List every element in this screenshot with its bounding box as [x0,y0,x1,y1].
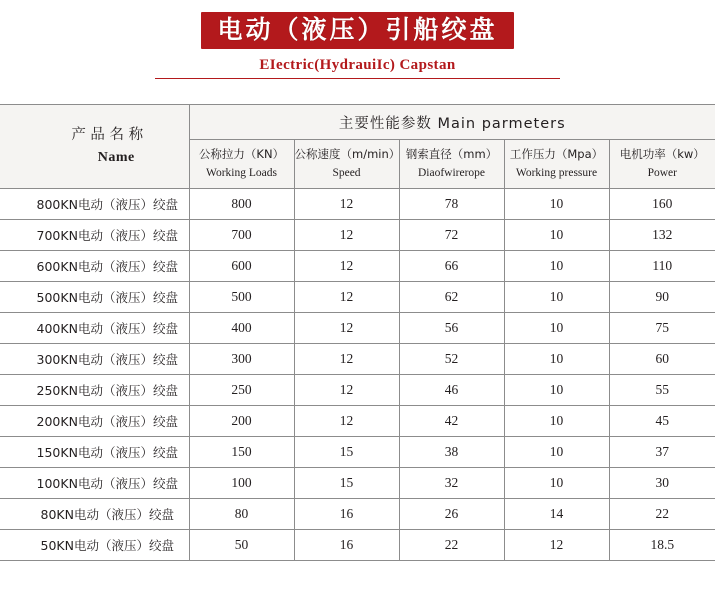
cell-power: 30 [609,468,715,499]
cell-power: 22 [609,499,715,530]
table-row [0,189,715,220]
cell-working-pressure: 10 [504,189,609,220]
cell-product-name: 700KN电动（液压）绞盘 [0,220,189,251]
page-bottom-margin [0,572,715,590]
column-header-wire-diameter-en: Diaofwirerope [417,167,486,179]
cell-working-pressure: 10 [504,282,609,313]
column-header-wire-diameter-cn: 钢索直径（mm） [405,147,498,162]
table-row [0,437,715,468]
cell-wire-diameter: 42 [399,406,504,437]
column-header-name-en: Name [97,149,135,165]
cell-product-name: 300KN电动（液压）绞盘 [0,344,189,375]
cell-product-name: 80KN电动（液压）绞盘 [0,499,189,530]
cell-speed: 12 [294,189,399,220]
cell-working-loads: 300 [189,344,294,375]
cell-working-loads: 50 [189,530,294,561]
table-row [0,251,715,282]
column-header-working-pressure-cn: 工作压力（Mpa） [509,147,604,162]
cell-working-pressure: 10 [504,437,609,468]
cell-wire-diameter: 62 [399,282,504,313]
table-row [0,282,715,313]
cell-working-pressure: 14 [504,499,609,530]
cell-working-pressure: 10 [504,468,609,499]
cell-power: 110 [609,251,715,282]
table-body [0,189,715,561]
cell-wire-diameter: 56 [399,313,504,344]
cell-speed: 16 [294,499,399,530]
cell-product-name: 500KN电动（液压）绞盘 [0,282,189,313]
column-header-speed-cn: 公称速度（m/min） [294,147,401,162]
table-row [0,530,715,561]
title-block [0,0,715,79]
cell-wire-diameter: 52 [399,344,504,375]
cell-working-pressure: 10 [504,251,609,282]
cell-working-pressure: 10 [504,375,609,406]
column-header-speed-en: Speed [332,167,361,179]
cell-working-loads: 400 [189,313,294,344]
cell-power: 160 [609,189,715,220]
cell-power: 37 [609,437,715,468]
table-row [0,406,715,437]
column-header-working-pressure [504,140,609,189]
column-header-speed [294,140,399,189]
column-header-name [0,105,189,189]
cell-speed: 15 [294,437,399,468]
cell-wire-diameter: 38 [399,437,504,468]
column-header-working-pressure-en: Working pressure [515,167,598,179]
cell-working-loads: 700 [189,220,294,251]
table-row [0,220,715,251]
table-row [0,499,715,530]
cell-power: 60 [609,344,715,375]
cell-product-name: 200KN电动（液压）绞盘 [0,406,189,437]
column-header-working-loads [189,140,294,189]
cell-wire-diameter: 78 [399,189,504,220]
column-header-working-loads-en: Working Loads [206,167,277,179]
column-header-name-cn: 产 品 名 称 [71,127,144,144]
cell-working-loads: 100 [189,468,294,499]
cell-power: 132 [609,220,715,251]
header-row-group [0,105,715,140]
table-row [0,313,715,344]
table-row [0,344,715,375]
cell-speed: 12 [294,375,399,406]
cell-power: 18.5 [609,530,715,561]
cell-speed: 12 [294,220,399,251]
column-header-group-main: 主要性能参数 Main parmeters [189,105,715,140]
column-header-working-loads-cn: 公称拉力（KN） [198,147,285,162]
table-row [0,468,715,499]
page-title-cn: 电动（液压）引船绞盘 [201,12,513,49]
cell-product-name: 800KN电动（液压）绞盘 [0,189,189,220]
cell-speed: 12 [294,251,399,282]
table-head [0,105,715,189]
spec-table [0,104,715,561]
cell-wire-diameter: 26 [399,499,504,530]
cell-working-loads: 500 [189,282,294,313]
column-header-power [609,140,715,189]
cell-working-pressure: 10 [504,313,609,344]
cell-working-pressure: 12 [504,530,609,561]
cell-wire-diameter: 72 [399,220,504,251]
cell-speed: 12 [294,282,399,313]
cell-product-name: 400KN电动（液压）绞盘 [0,313,189,344]
cell-product-name: 600KN电动（液压）绞盘 [0,251,189,282]
table-row [0,375,715,406]
cell-working-loads: 800 [189,189,294,220]
cell-wire-diameter: 22 [399,530,504,561]
cell-power: 75 [609,313,715,344]
cell-working-pressure: 10 [504,344,609,375]
cell-working-pressure: 10 [504,406,609,437]
cell-speed: 12 [294,344,399,375]
cell-wire-diameter: 32 [399,468,504,499]
cell-speed: 15 [294,468,399,499]
cell-speed: 12 [294,313,399,344]
cell-working-loads: 150 [189,437,294,468]
cell-wire-diameter: 46 [399,375,504,406]
cell-product-name: 150KN电动（液压）绞盘 [0,437,189,468]
cell-product-name: 100KN电动（液压）绞盘 [0,468,189,499]
page-title-en: EIectric(HydrauiIc) Capstan [259,57,456,74]
cell-speed: 12 [294,406,399,437]
spec-table-wrapper [0,104,715,561]
cell-speed: 16 [294,530,399,561]
cell-working-pressure: 10 [504,220,609,251]
column-header-power-cn: 电机功率（kw） [619,147,705,162]
cell-working-loads: 250 [189,375,294,406]
title-divider [155,78,560,79]
column-header-wire-diameter [399,140,504,189]
cell-working-loads: 80 [189,499,294,530]
cell-product-name: 50KN电动（液压）绞盘 [0,530,189,561]
cell-working-loads: 600 [189,251,294,282]
cell-product-name: 250KN电动（液压）绞盘 [0,375,189,406]
cell-wire-diameter: 66 [399,251,504,282]
cell-power: 45 [609,406,715,437]
cell-power: 55 [609,375,715,406]
column-header-power-en: Power [647,167,677,179]
cell-working-loads: 200 [189,406,294,437]
cell-power: 90 [609,282,715,313]
